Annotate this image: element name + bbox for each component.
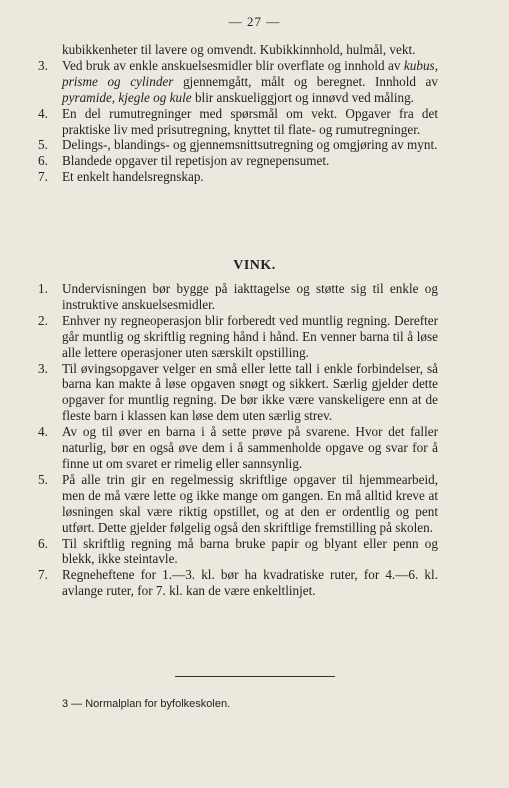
- item-number: 2.: [38, 312, 48, 328]
- item-text: Til skriftlig regning må barna bruke papir og blyant eller penn og blekk, ikke steintavle.: [62, 535, 438, 567]
- list-item: [38, 424, 438, 472]
- list-item: [38, 153, 438, 169]
- section-heading: VINK.: [233, 258, 276, 273]
- item-text: Enhver ny regneoperasjon blir forberedt ved muntlig regning. Derefter går muntlig og skriftlig regning hånd i hånd. En venner barna til å løse alle lettere operasjoner uten særskilt opstilling.: [62, 312, 438, 360]
- list-item: [38, 361, 438, 425]
- list-item: [38, 58, 438, 106]
- tips-list: [38, 281, 438, 599]
- item-text: Blandede opgaver til repetisjon av regnepensumet.: [62, 153, 330, 169]
- item-text: Et enkelt handelsregnskap.: [62, 169, 204, 185]
- item-number: 5.: [38, 471, 48, 487]
- list-item: [38, 106, 438, 138]
- item-number: 1.: [38, 281, 48, 296]
- page-number: — 27 —: [228, 14, 281, 29]
- item-number: 7.: [38, 169, 48, 185]
- footer-note: 3 — Normalplan for byfolkeskolen.: [62, 698, 231, 710]
- list-item: [38, 169, 438, 185]
- list-item: [38, 137, 438, 153]
- list-item: [38, 567, 438, 599]
- item-number: 6.: [38, 153, 48, 169]
- list-item: [38, 472, 438, 536]
- list-item: [38, 281, 438, 313]
- item-text: kubikkenheter til lavere og omvendt. Kubikkinnhold, hulmål, vekt.: [62, 42, 416, 57]
- item-text: Til øvingsopgaver velger en små eller lette tall i enkle forbindelser, så barna kan makte å løse opgaven snøgt og sikkert. Særlig gjelder dette opgaver for muntlig regning. De bør ikke være vanskeligere enn at de fleste barn i klassen kan løse dem uten særlig strev.: [62, 360, 438, 424]
- footnote-rule: [175, 676, 335, 677]
- item-number: 3.: [38, 57, 48, 73]
- item-text: Ved bruk av enkle anskuelsesmidler blir overflate og innhold av kubus, prisme og cylinder gjennemgått, målt og beregnet. Innhold av pyramide, kjegle og kule blir anskueliggjort og innøvd ved måling.: [62, 57, 438, 105]
- item-number: 5.: [38, 137, 48, 153]
- item-text: En del rumutregninger med spørsmål om vekt. Opgaver fra det praktiske liv med prisutregning, knyttet til flate- og rumutregninger.: [62, 105, 438, 137]
- item-number: 6.: [38, 535, 48, 551]
- curriculum-list: [38, 42, 438, 185]
- list-item: [38, 536, 438, 568]
- item-number: 3.: [38, 360, 48, 376]
- list-item: [38, 313, 438, 361]
- item-number: [38, 42, 62, 58]
- item-number: 4.: [38, 424, 48, 440]
- list-item: [38, 42, 438, 58]
- item-text: Delings-, blandings- og gjennemsnittsutregning og omgjøring av mynt.: [62, 137, 438, 153]
- item-text: Av og til øver en barna i å sette prøve på svarene. Hvor det faller naturlig, bør en også øve dem i å sammenholde opgave og svar for å finne ut om svaret er rimelig eller sannsynlig.: [62, 424, 438, 471]
- item-text: Undervisningen bør bygge på iakttagelse og støtte sig til enkle og instruktive anskuelsesmidler.: [62, 281, 438, 312]
- item-number: 7.: [38, 567, 48, 583]
- item-number: 4.: [38, 105, 48, 121]
- item-text: Regneheftene for 1.—3. kl. bør ha kvadratiske ruter, for 4.—6. kl. avlange ruter, for 7. kl. kan de være enkeltlinjet.: [62, 567, 438, 599]
- item-text: På alle trin gir en regelmessig skriftlige opgaver til hjemmearbeid, men de må være lette og ikke mange om gangen. En må alltid kreve at løsningen skal være riktig opstillet, og at den er ordentlig og pent utført. Dette gjelder følgelig også den skriftlige fremstilling på skolen.: [62, 471, 438, 535]
